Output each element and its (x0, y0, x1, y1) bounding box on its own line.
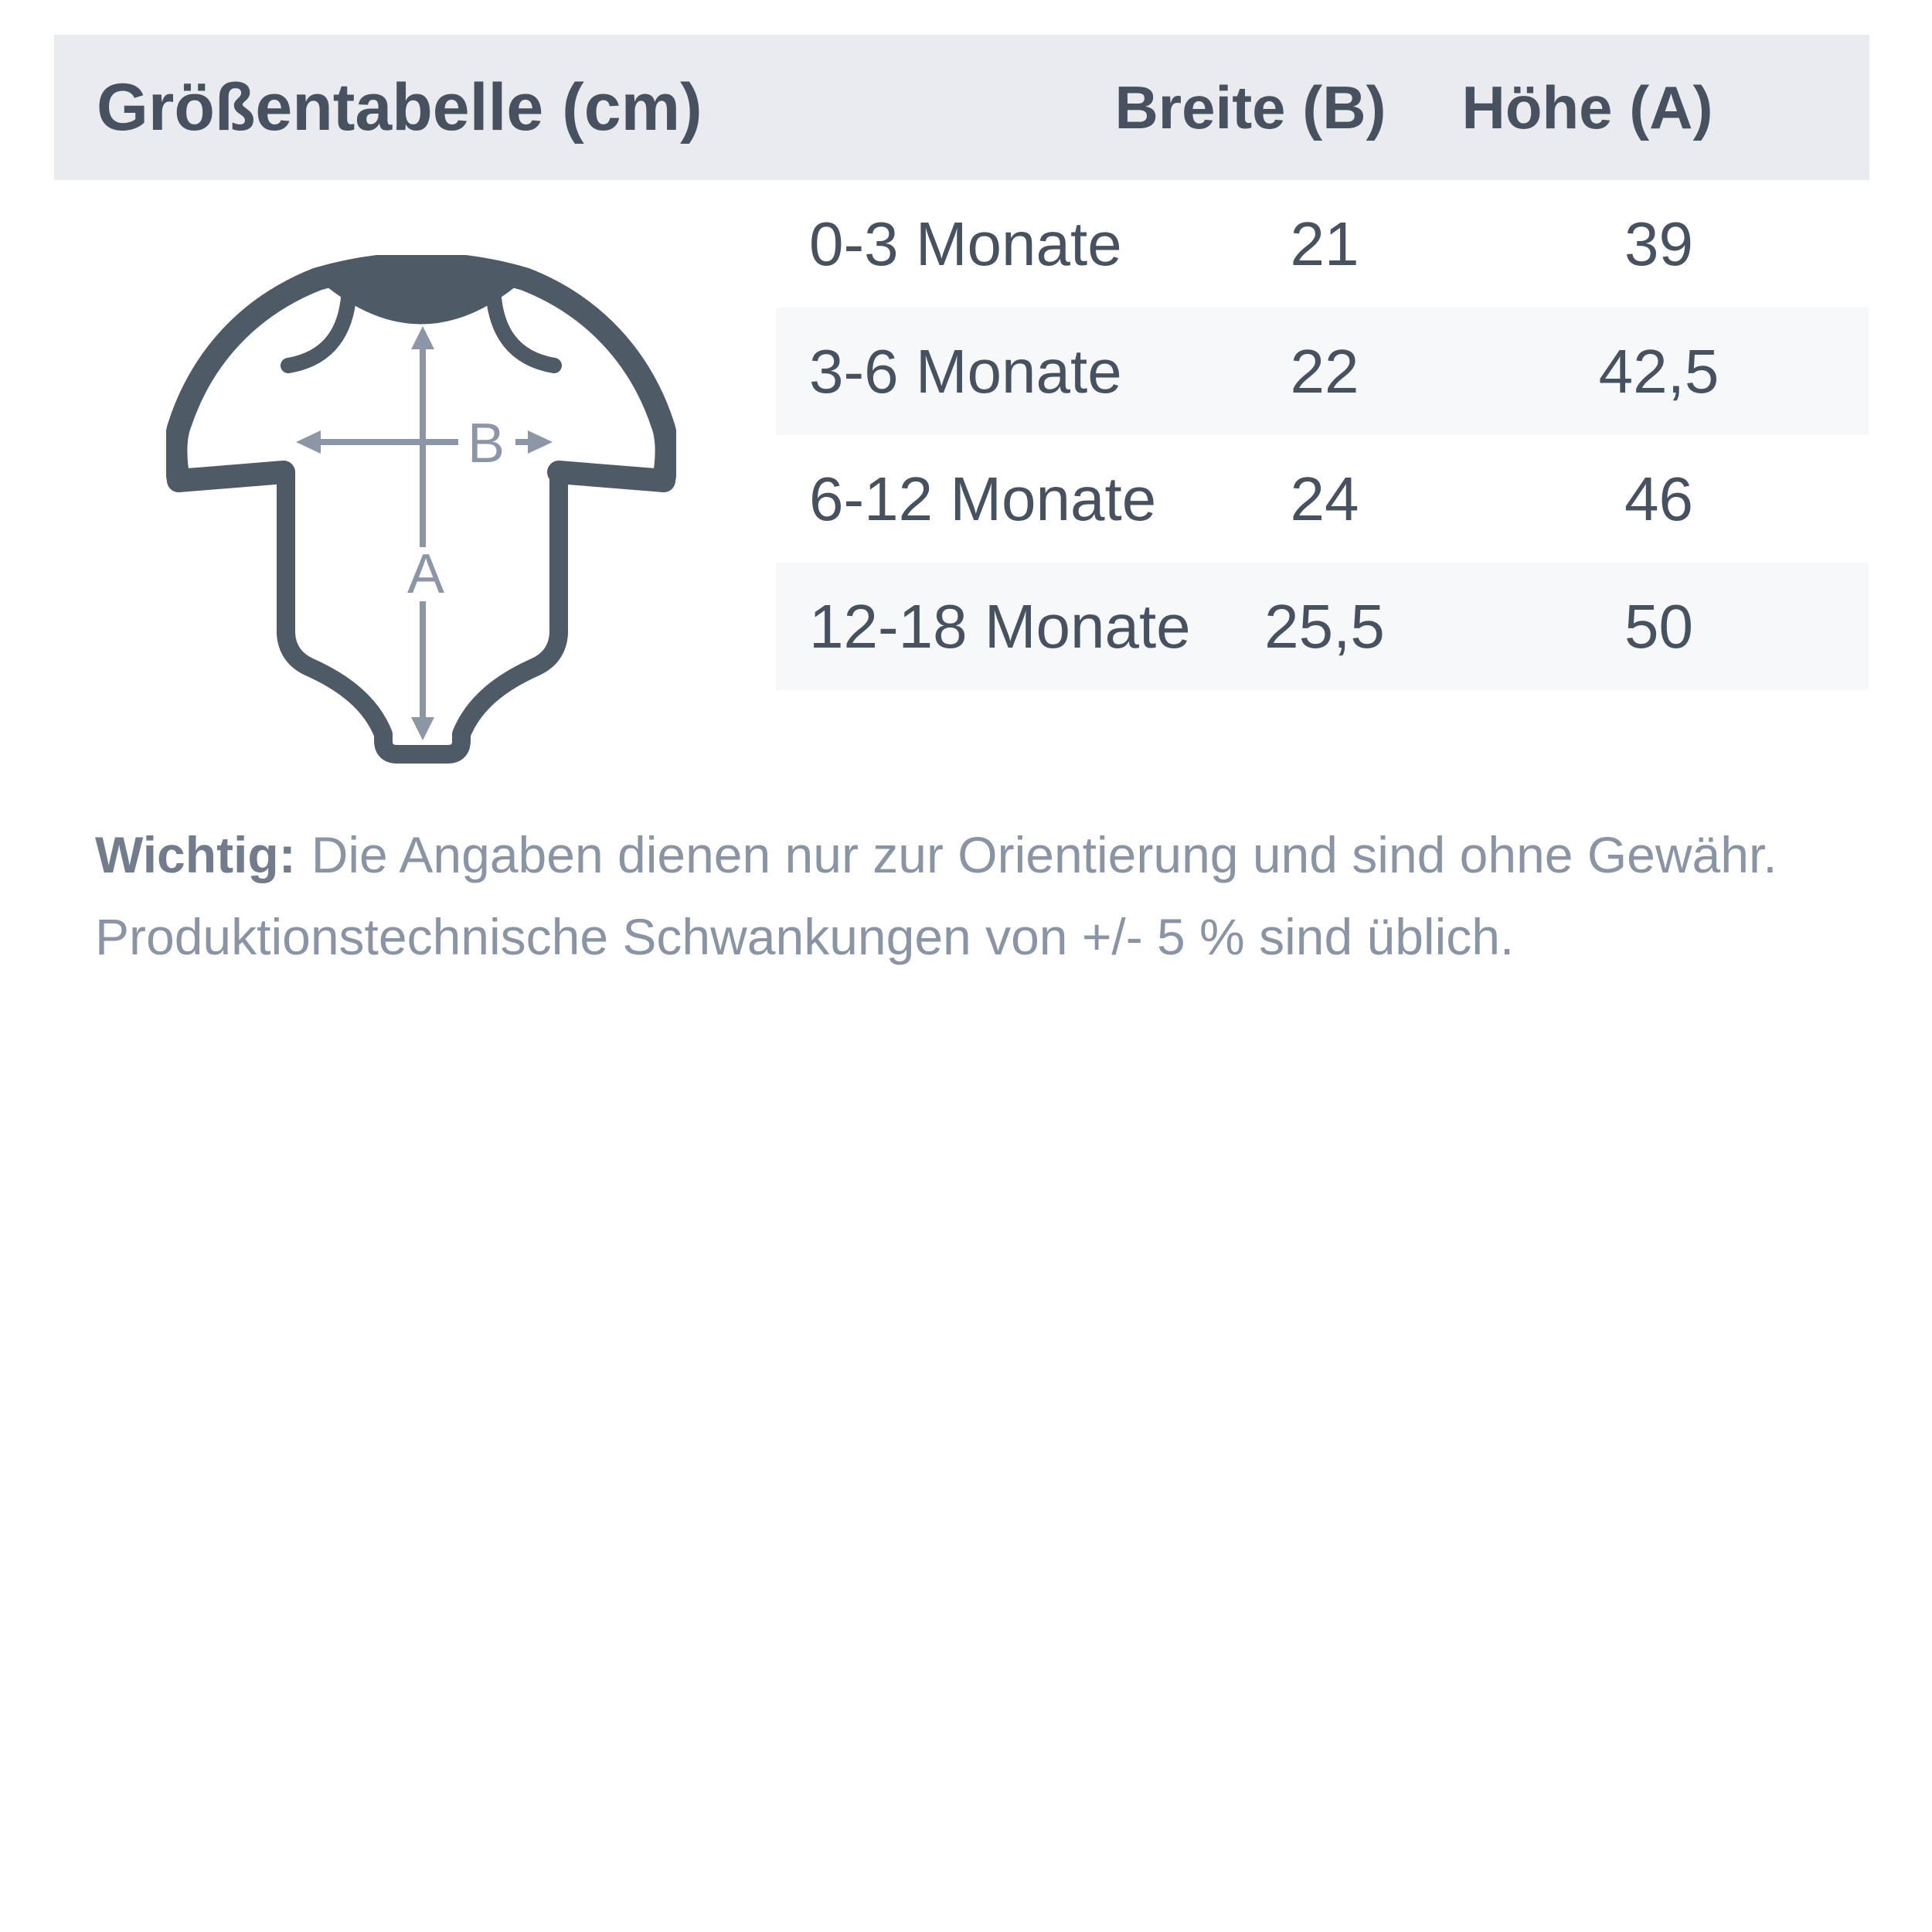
table-row (776, 563, 1869, 690)
size-chart-title: Größentabelle (cm) (97, 70, 702, 145)
disclaimer-note (95, 814, 1872, 978)
table-row (776, 180, 1869, 308)
size-cell: 12-18 Monate (809, 591, 1191, 661)
table-row (776, 435, 1869, 563)
baby-bodysuit-diagram (166, 255, 676, 788)
width-cell: 24 (1290, 464, 1359, 533)
column-header-height: Höhe (A) (1461, 73, 1713, 141)
size-cell: 3-6 Monate (809, 336, 1122, 406)
disclaimer-line-2: Produktionstechnische Schwankungen von +/- 5 % sind üblich. (95, 908, 1515, 965)
table-row (776, 308, 1869, 435)
size-cell: 0-3 Monate (809, 209, 1122, 278)
width-cell: 25,5 (1264, 591, 1385, 661)
disclaimer-text-1: Die Angaben dienen nur zur Orientierung und sind ohne Gewähr. (311, 826, 1777, 883)
width-cell: 22 (1290, 336, 1359, 406)
column-header-width: Breite (B) (1114, 73, 1386, 141)
height-cell: 50 (1624, 591, 1693, 661)
height-cell: 39 (1624, 209, 1693, 278)
width-cell: 21 (1290, 209, 1359, 278)
width-label: B (467, 413, 505, 474)
height-label: A (406, 543, 445, 605)
size-chart-header (54, 35, 1869, 180)
disclaimer-line-1 (95, 814, 1872, 896)
disclaimer-label: Wichtig: (95, 826, 296, 883)
height-cell: 42,5 (1598, 336, 1719, 406)
size-table (776, 180, 1869, 690)
height-cell: 46 (1624, 464, 1693, 533)
size-cell: 6-12 Monate (809, 464, 1157, 533)
